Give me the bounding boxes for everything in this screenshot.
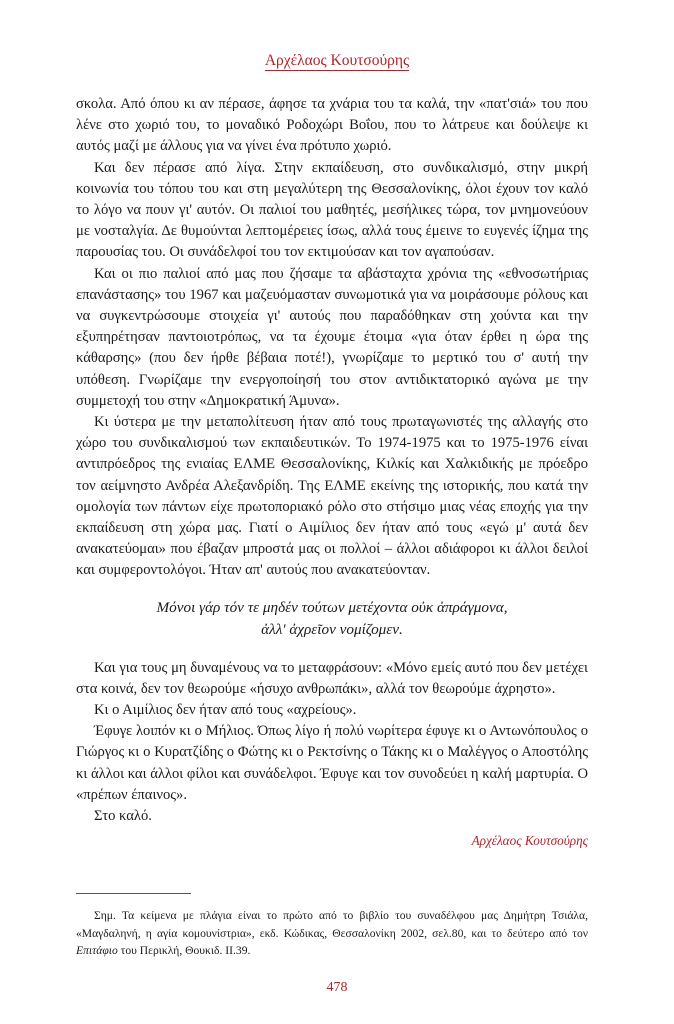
author-signature: Αρχέλαος Κουτσούρης <box>471 833 588 849</box>
running-head-title: Αρχέλαος Κουτσούρης <box>264 52 410 69</box>
paragraph: Κι ο Αιμίλιος δεν ήταν από τους «αχρείους». <box>94 702 357 719</box>
footnote-text-before: Σημ. Τα κείμενα με πλάγια είναι το πρώτο από το βιβλίο του συναδέλφου μας Δημήτρη Τσιάλα, «Μαγδαληνή, η αγία κομουνίστρια», εκδ. Κώδικας, Θεσσαλονίκη 2002, σελ.80, και το δεύτερο από τον <box>76 909 588 940</box>
footnote <box>76 907 588 960</box>
paragraph: Και οι πιο παλιοί από μας που ζήσαμε τα αβάσταχτα χρόνια της «εθνοσωτήριας επανάστασης» του 1967 και μαζευόμασταν συνωμοτικά για να μοιράσουμε ρόλους και να συγκεντρώσουμε στοιχεία γι' αυτούς που παραδόθηκαν στη χούντα και την εξυπηρέτησαν παντοιοτρόπως, να τα έχουμε έτοιμα «για όταν έρθει η ώρα της κάθαρσης» (που δεν ήρθε βέβαια ποτέ!), γνωρίζαμε το μερτικό του σ' αυτή την υπόθεση. Γνωρίζαμε την ενεργοποίησή του στον αντιδικτατορικό αγώνα με την συμμετοχή του στην «Δημοκρατική Άμυνα». <box>76 265 588 409</box>
quote-line: Μόνοι γάρ τόν τε μηδέν τούτων μετέχοντα οὐκ ἀπράγμονα, <box>156 598 508 616</box>
running-head <box>0 52 674 70</box>
paragraph: Έφυγε λοιπόν κι ο Μήλιος. Όπως λίγο ή πολύ νωρίτερα έφυγε κι ο Αντωνόπουλος ο Γιώργος κι ο Κυρατζίδης ο Φώτης κι ο Ρεκτσίνης ο Τάκης κι ο Μαλέγγος ο Αποστόλης κι άλλοι και άλλοι φίλοι και συνάδελφοι. Έφυγε και τον συνοδεύει η καλή μαρτυρία. Ο «πρέπων έπαινος». <box>76 723 588 803</box>
footnote-italic-title: Επιτάφιο <box>76 944 118 957</box>
quote-line: ἀλλ' ἀχρεῖον νομίζομεν. <box>261 620 403 638</box>
paragraph: Και για τους μη δυναμένους να το μεταφράσουν: «Μόνο εμείς αυτό που δεν μετέχει στα κοινά, δεν τον θεωρούμε «ήσυχο ανθρωπάκι», αλλά τον θεωρούμε άχρηστο». <box>76 659 588 697</box>
ancient-greek-quote <box>76 597 588 641</box>
body-text <box>76 94 588 852</box>
paragraph: Κι ύστερα με την μεταπολίτευση ήταν από τους πρωταγωνιστές της αλλαγής στο χώρο του συνδικαλισμού των εκπαιδευτικών. Το 1974-1975 και το 1975-1976 είναι αντιπρόεδρος της ενιαίας ΕΛΜΕ Θεσσαλονίκης, Κιλκίς και Χαλκιδικής με πρόεδρο τον αείμνηστο Ανδρέα Αλεξανδρίδη. Της ΕΛΜΕ εκείνης της ιστορικής, που κατά την ομολογία των πάντων είχε πρωτοποριακό ρόλο στο στήσιμο μιας νέας εποχής για την εκπαίδευση στη χώρα μας. Γιατί ο Αιμίλιος δεν ήταν από τους «εγώ μ' αυτά δεν ανακατεύομαι» που έβαζαν μπροστά μας οι πολλοί – άλλοι αδιάφοροι κι άλλοι δειλοί και συμφεροντολόγοι. Ήταν απ' αυτούς που ανακατεύονταν. <box>76 414 588 579</box>
page-number: 478 <box>326 980 348 995</box>
footnote-text-after: του Περικλή, Θουκιδ. ΙΙ.39. <box>117 944 251 957</box>
paragraph: σκολα. Από όπου κι αν πέρασε, άφησε τα χνάρια του τα καλά, την «πατ'σιά» του που λένε στο χωριό του, το μοναδικό Ροδοχώρι Βοΐου, που το λάτρευε και δούλεψε κι αυτός μαζί με άλλους για να γίνει ένα πρότυπο χωριό. <box>76 96 588 155</box>
paragraph: Στο καλό. <box>94 808 152 825</box>
footnote-divider <box>76 893 191 894</box>
paragraph: Και δεν πέρασε από λίγα. Στην εκπαίδευση, στο συνδικαλισμό, στην μικρή κοινωνία του τόπου του και στη μεγαλύτερη της Θεσσαλονίκης, όλοι έχουν τον καλό το λόγο να πουν γι' αυτόν. Οι παλιοί του μαθητές, μεσήλικες τώρα, τον μνημονεύουν με νοσταλγία. Δε θυμούνται λεπτομέρειες ίσως, αλλά τους έμεινε το ευγενές ίζημα της παρουσίας του. Οι συνάδελφοί του τον εκτιμούσαν και τον αγαπούσαν. <box>76 159 588 261</box>
